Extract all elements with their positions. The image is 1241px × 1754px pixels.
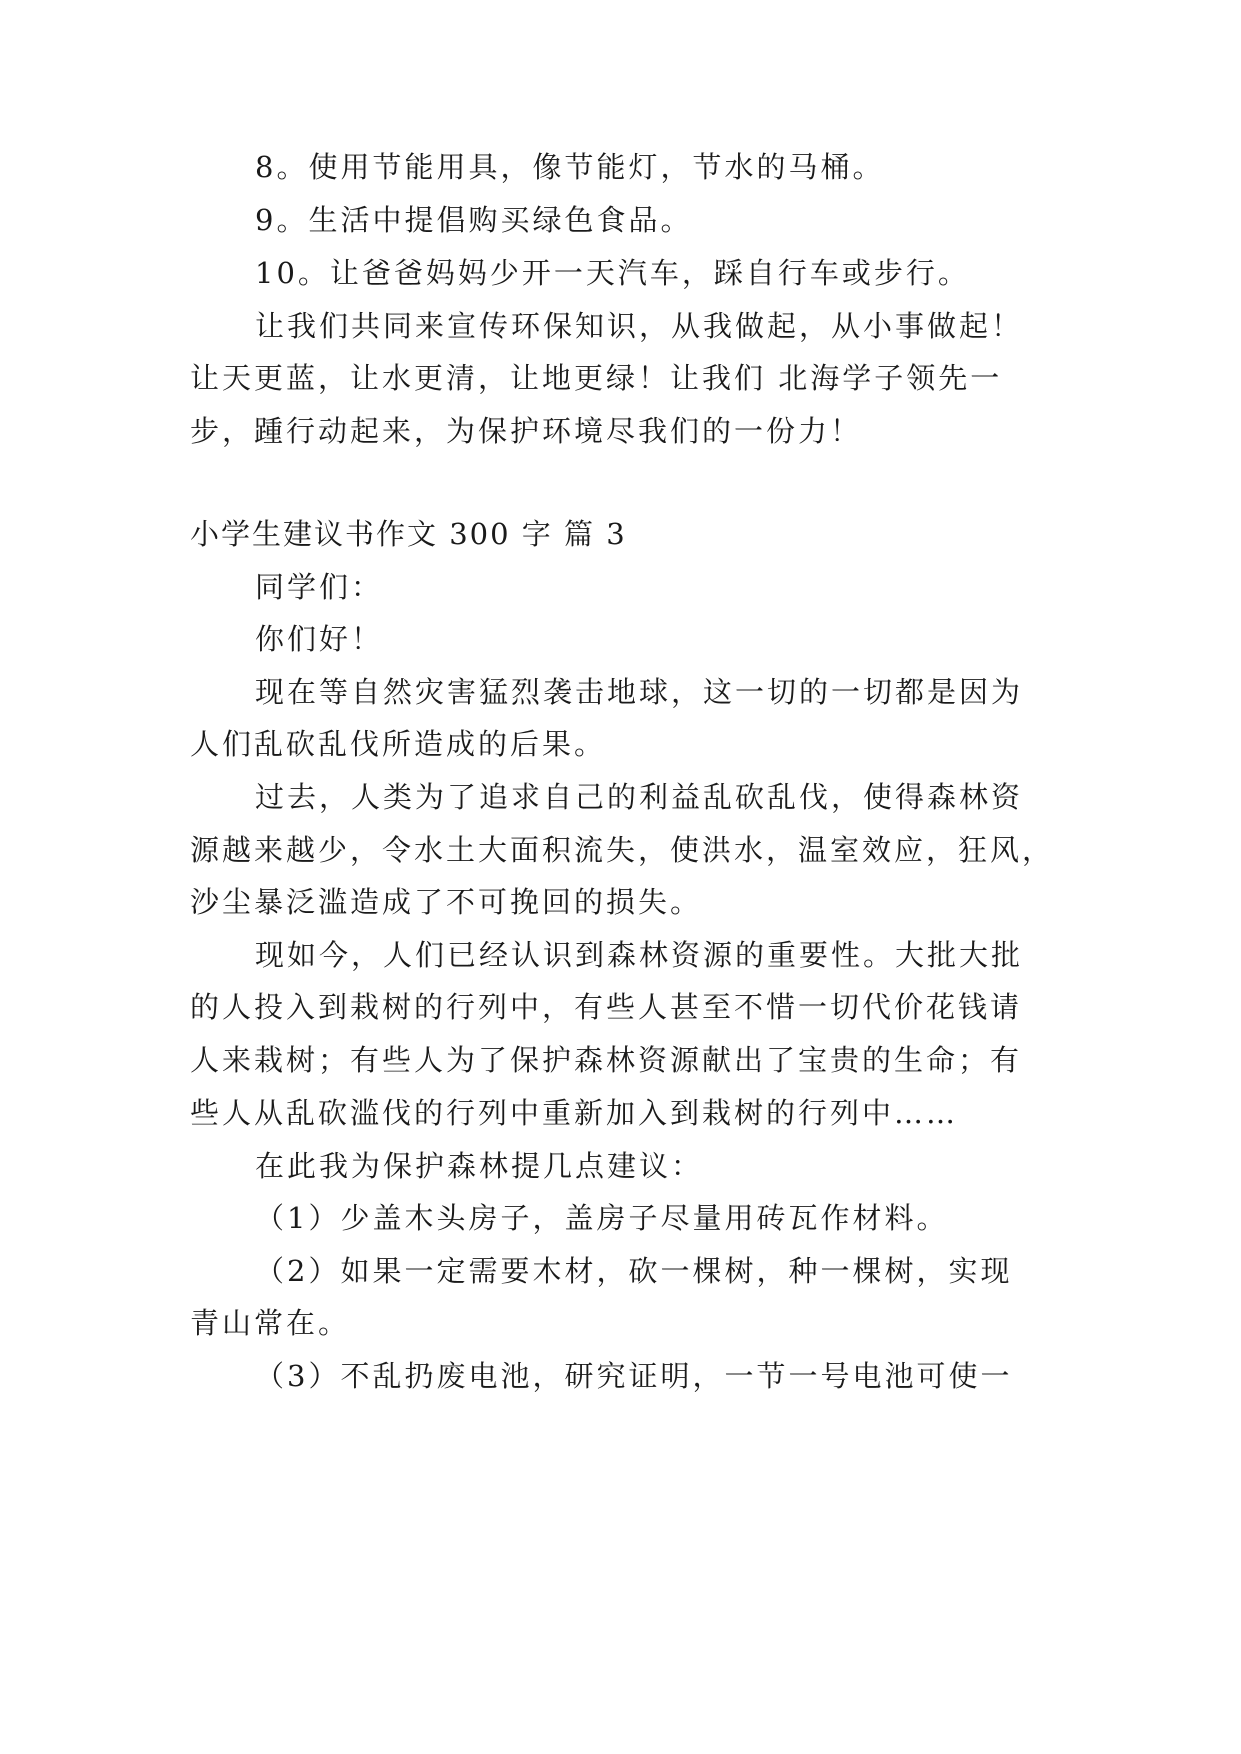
salutation: 同学们： [255,570,384,604]
suggestion-2-continued: 青山常在。 [190,1306,351,1340]
list-item-9: 9。生活中提倡购买绿色食品。 [255,203,693,237]
paragraph-line: 在此我为保护森林提几点建议： [255,1149,704,1183]
list-item-10: 10。让爸爸妈妈少开一天汽车，踩自行车或步行。 [255,256,970,290]
section-title: 小学生建议书作文 300 字 篇 3 [190,517,627,551]
suggestion-2: （2）如果一定需要木材，砍一棵树，种一棵树，实现 [255,1254,1013,1288]
paragraph-line: 过去，人类为了追求自己的利益乱砍乱伐，使得森林资 [255,780,1024,814]
suggestion-1: （1）少盖木头房子，盖房子尽量用砖瓦作材料。 [255,1201,949,1235]
paragraph-line: 现在等自然灾害猛烈袭击地球，这一切的一切都是因为 [255,675,1024,709]
greeting: 你们好！ [255,622,384,656]
list-item-8: 8。使用节能用具，像节能灯，节水的马桶。 [255,150,885,184]
paragraph-line: 步，踵行动起来，为保护环境尽我们的一份力！ [190,414,863,448]
paragraph-line: 源越来越少，令水土大面积流失，使洪水，温室效应，狂风， [190,833,1055,867]
suggestion-3: （3）不乱扔废电池，研究证明，一节一号电池可使一 [255,1359,1013,1393]
paragraph-line: 现如今，人们已经认识到森林资源的重要性。大批大批 [255,938,1024,972]
paragraph-line: 沙尘暴泛滥造成了不可挽回的损失。 [190,885,703,919]
paragraph-line: 的人投入到栽树的行列中，有些人甚至不惜一切代价花钱请 [190,990,1023,1024]
paragraph-line: 人来栽树；有些人为了保护森林资源献出了宝贵的生命；有 [190,1043,1023,1077]
paragraph-line: 人们乱砍乱伐所造成的后果。 [190,727,607,761]
paragraph-line: 些人从乱砍滥伐的行列中重新加入到栽树的行列中…… [190,1096,959,1130]
paragraph-line: 让天更蓝，让水更清，让地更绿！让我们 北海学子领先一 [190,361,1003,395]
paragraph-line: 让我们共同来宣传环保知识，从我做起，从小事做起！ [255,309,1024,343]
